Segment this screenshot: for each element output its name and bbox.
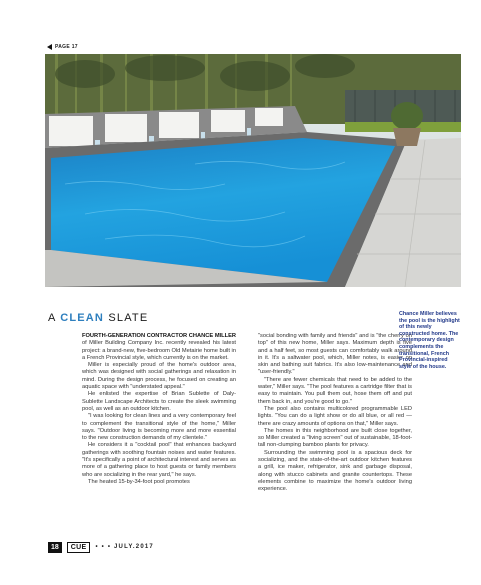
lead-rest: of Miller Building Company Inc. recently revealed his latest project: a brand-new, five-bedroom Old Metairie home built in a French Provincial style, which currently is on the market. <box>82 340 236 361</box>
article-column-1 <box>82 333 236 486</box>
paragraph: The pool also contains multicolored programmable LED lights. "You can do a light show or do all blue, or all red — there are crazy amounts of options on that," Miller says. <box>258 405 412 427</box>
pool-photo <box>45 54 461 287</box>
paragraph: The homes in this neighborhood are built close together, so Miller created a "living screen" out of sustainable, 18-foot-tall non-clumping bamboo plants for privacy. <box>258 427 412 449</box>
back-arrow-icon[interactable] <box>47 44 52 50</box>
paragraph: "There are fewer chemicals that need to be added to the water," Miller says. "The pool features a cartridge filter that is easy to maintain. You pull them out, hose them off and put them back in, and you're good to go." <box>258 376 412 405</box>
paragraph: He enlisted the expertise of Brian Sublette of Daly-Sublette Landscape Architects to create the sleek swimming pool, as well as an outdoor kitchen. <box>82 391 236 412</box>
issue-date <box>95 544 153 550</box>
headline-prefix: A <box>48 312 61 324</box>
footer-dots: • • • <box>95 544 112 550</box>
page-number: 18 <box>48 542 62 553</box>
lead-strong: FOURTH-GENERATION CONTRACTOR CHANCE MILLER <box>82 333 236 339</box>
page-nav-label: PAGE 17 <box>55 44 78 50</box>
paragraph: Miller is especially proud of the home's outdoor area, which was designed with social gatherings and relaxation in mind. During the design process, he focused on creating an aquatic space with "understated appeal." <box>82 362 236 391</box>
article-column-2 <box>258 333 412 494</box>
paragraph: "I was looking for clean lines and a very contemporary feel to complement the transitional style of the home," Miller says. "Outdoor living is becoming more and more essential to the new construction demands of my clientele." <box>82 413 236 442</box>
paragraph: "social bonding with family and friends" and is "the cherry on top" of this new home, Miller says. Maximum depth is five and a half feet, so most guests can comfortably walk around in it. It's a saltwater pool, which, Miller notes, is easier on skin and bathing suit fabrics. It's also low-maintenance and "user-friendly." <box>258 333 412 376</box>
page-nav[interactable] <box>47 42 78 52</box>
page-footer <box>48 541 154 553</box>
paragraph: Surrounding the swimming pool is a spacious deck for socializing, and the state-of-the-art outdoor kitchen features a grill, ice maker, refrigerator, sink and garbage disposal, along with stucco cabinets and granite countertops. These elements combine to maximize the home's outdoor living experience. <box>258 449 412 493</box>
paragraph: He considers it a "cocktail pool" that enhances backyard gatherings with soothing fountain noises and water features. "It's specifically a point of architectural interest and serves as more of a gathering place to host guests or family members who are socializing in the rear yard," he says. <box>82 442 236 478</box>
headline-suffix: SLATE <box>104 312 149 324</box>
paragraph: The heated 15-by-34-foot pool promotes <box>88 478 190 485</box>
photo-caption: Chance Miller believes the pool is the highlight of this newly constructed home. The contemporary design complements the transitional, French Provincial-inspired style of the house. <box>399 311 460 370</box>
issue-label: JULY.2017 <box>114 544 154 550</box>
lead-paragraph <box>82 333 236 362</box>
magazine-logo: CUE <box>67 542 91 553</box>
headline-accent: CLEAN <box>60 312 105 324</box>
article-headline <box>48 312 148 324</box>
